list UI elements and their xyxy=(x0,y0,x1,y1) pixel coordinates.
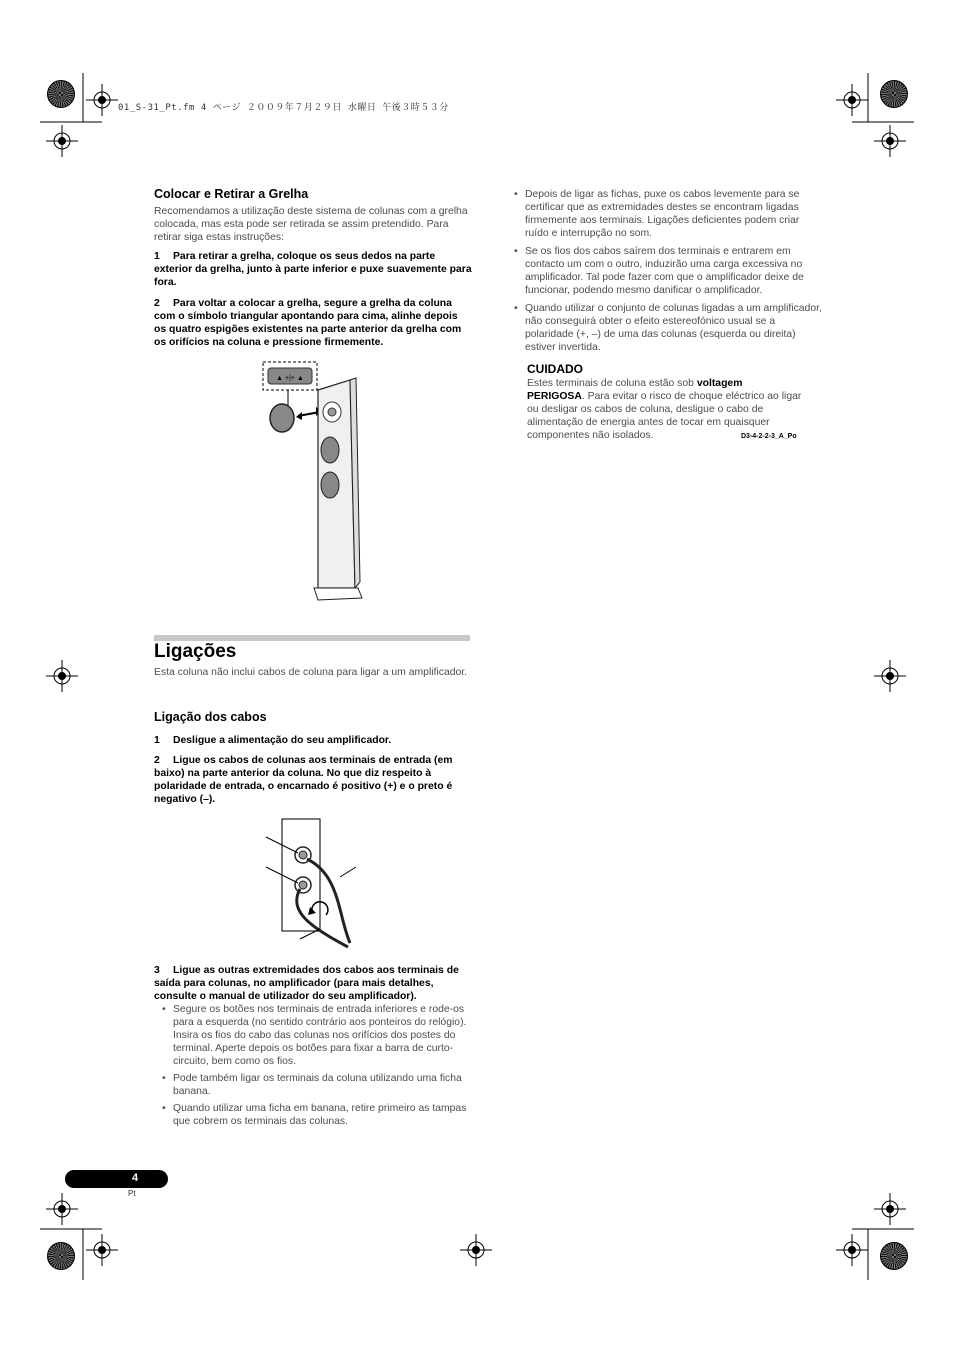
color-disc-icon xyxy=(880,80,908,108)
step-number: 3 xyxy=(154,965,160,976)
list-item: • Quando utilizar o conjunto de colunas ligadas a um amplificador, não conseguirá obter o efeito estereofónico usual se a polaridade (+, –) de uma das colunas (esquerda ou direita) estiver invertida. xyxy=(514,302,822,354)
right-bullet-list xyxy=(514,188,822,354)
print-header: 01_S-31_Pt.fm 4 ページ ２００９年７月２９日 水曜日 午後３時５３分 xyxy=(118,103,449,113)
reg-target-icon xyxy=(86,84,118,116)
speaker-grille-illustration xyxy=(260,360,380,610)
step-text: Ligue os cabos de colunas aos terminais de entrada (em baixo) na parte anterior da coluna. No que diz respeito à polaridade de entrada, o encarnado é positivo (+) e o preto é negativo (–). xyxy=(154,755,453,805)
page-number: 4 xyxy=(131,1172,139,1184)
list-item: • Quando utilizar uma ficha em banana, retire primeiro as tampas que cobrem os terminais das colunas. xyxy=(162,1102,470,1128)
reg-target-icon xyxy=(46,125,78,157)
step-number: 2 xyxy=(154,755,160,766)
list-item: • Depois de ligar as fichas, puxe os cabos levemente para se certificar que as extremidades destes se encontram ligadas firmemente aos terminais. Ligações deficientes podem criar ruído e interrupção no som. xyxy=(514,188,822,240)
list-item: • Segure os botões nos terminais de entrada inferiores e rode-os para a esquerda (no sentido contrário aos ponteiros do relógio). Insira os fios do cabo das colunas nos orifícios dos postes do terminal. Aperte depois os botões para fixar a barra de curto-circuito, bem como os fios. xyxy=(162,1003,470,1068)
list-item: • Pode também ligar os terminais da coluna utilizando uma ficha banana. xyxy=(162,1072,470,1098)
reg-target-icon xyxy=(874,125,906,157)
list-item: • Se os fios dos cabos saírem dos terminais e entrarem em contacto um com o outro, induzirão uma carga excessiva no amplificador. Tal pode fazer com que o amplificador deixe de funcionar, podendo mesmo danificar o amplificador. xyxy=(514,245,822,297)
caution-text-end: . Para evitar o risco de choque eléctrico ao ligar ou desligar os cabos de coluna, desligue o cabo de alimentação de energia antes de tocar em quaisquer componentes não isolados. xyxy=(527,391,802,441)
page-language: Pt xyxy=(128,1189,136,1198)
connection-step-1 xyxy=(154,734,472,747)
step-text: Para retirar a grelha, coloque os seus dedos na parte exterior da grelha, junto à parte inferior e puxe suavemente para fora. xyxy=(154,251,472,288)
reg-target-icon xyxy=(46,660,78,692)
caution-emphasis: voltagem PERIGOSA xyxy=(527,378,743,402)
terminal-illustration xyxy=(260,815,370,950)
connection-step-3 xyxy=(154,964,472,1003)
grille-step-1 xyxy=(154,250,472,289)
grille-step-2 xyxy=(154,297,472,349)
reg-target-icon xyxy=(86,1234,118,1266)
color-disc-icon xyxy=(47,80,75,108)
caution-text-start: Estes terminais de coluna estão sob xyxy=(527,378,694,389)
page-tab xyxy=(65,1170,168,1188)
color-disc-icon xyxy=(880,1242,908,1270)
step-number: 1 xyxy=(154,251,160,262)
section-title: Ligações xyxy=(154,641,237,662)
step-number: 1 xyxy=(154,735,160,746)
step-text: Ligue as outras extremidades dos cabos aos terminais de saída para colunas, no amplificador (para mais detalhes, consulte o manual de utilizador do seu amplificador). xyxy=(154,965,459,1002)
connection-step-2 xyxy=(154,754,472,806)
grille-heading: Colocar e Retirar a Grelha xyxy=(154,187,309,201)
document-code: D3-4-2-2-3_A_Po xyxy=(741,433,797,440)
reg-target-icon xyxy=(836,1234,868,1266)
caution-heading: CUIDADO xyxy=(527,362,583,376)
step-text: Para voltar a colocar a grelha, segure a grelha da coluna com o símbolo triangular apontando para cima, alinhe depois os quatro espigões existentes na parte anterior da grelha com os orifícios na coluna e pressione firmemente. xyxy=(154,298,462,348)
connections-intro: Esta coluna não inclui cabos de coluna para ligar a um amplificador. xyxy=(154,667,468,678)
cables-heading: Ligação dos cabos xyxy=(154,710,267,724)
step3-bullet-list xyxy=(162,1003,470,1128)
reg-target-icon xyxy=(874,660,906,692)
step-number: 2 xyxy=(154,298,160,309)
step-text: Desligue a alimentação do seu amplificador. xyxy=(173,735,392,746)
grille-intro: Recomendamos a utilização deste sistema de colunas com a grelha colocada, mas esta pode ser retirada se assim pretendido. Para retirar siga estas instruções: xyxy=(154,206,468,243)
reg-target-icon xyxy=(836,84,868,116)
reg-target-icon xyxy=(46,1193,78,1225)
reg-target-icon xyxy=(460,1234,492,1266)
color-disc-icon xyxy=(47,1242,75,1270)
svg-text:▲ +|+ ▲: ▲ +|+ ▲ xyxy=(276,375,304,382)
reg-target-icon xyxy=(874,1193,906,1225)
